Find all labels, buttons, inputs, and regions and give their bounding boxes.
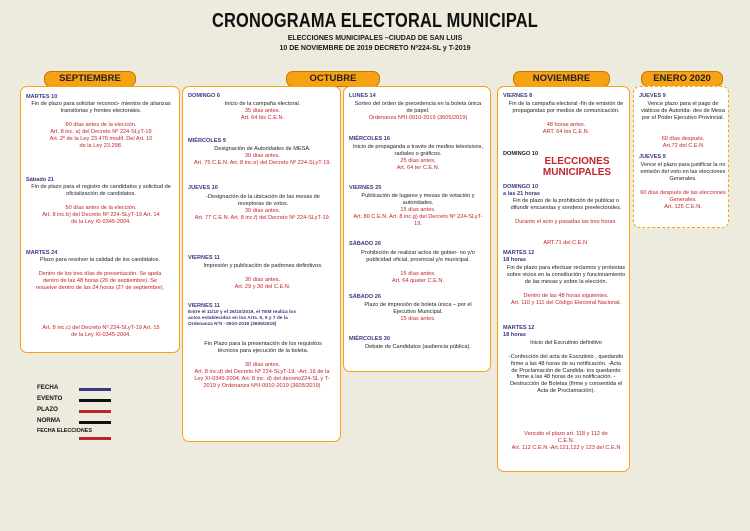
event-text: Fin de la campaña electoral -fin de emisión de propagandas por medios de comunicación. [508, 101, 624, 114]
event-text: Publicación de lugares y mesas de votación y autoridades. [361, 193, 475, 206]
event-date: MARTES 10 [26, 94, 58, 100]
event-norma: Art. 29 y 30 del C.E.N. [234, 284, 291, 290]
event-norma: Art. 75 C.E.N. Art. 8 inc.e) del Decreto Nº 224-SLyT-19. [193, 160, 332, 166]
event-date: JUEVES 9 [639, 154, 666, 160]
event-text: Fin Plazo para la presentación de los requisitos técnicos para ejecución de la boleta. [204, 341, 322, 354]
event-text: Plazo de impresión de boleta única – por el Ejecutivo Municipal. [364, 302, 472, 315]
event-date: MARTES 24 [26, 250, 58, 256]
event-plazo: 50 días antes de la elección. [65, 205, 137, 211]
event-plazo: 30 días antes. [244, 208, 281, 214]
event-plazo: 60 días antes de la elección. [65, 122, 137, 128]
event-text: Fin de plazo para solicitar reconoci- mientos de alianzas transitorias y frentes electorales. [31, 101, 171, 114]
legend-swatch [79, 399, 111, 402]
event-text: Vence plazo para el pago de viáticos de Autorida- des de Mesa por el Poder Ejecutivo Provincial. [641, 101, 725, 121]
event-plazo: Vencido el plazo art. 118 y 112 de C.E.N. [524, 431, 608, 444]
event-norma: Art. 125 C.E.N. [664, 204, 702, 210]
event-norma: ART. 64 bis C.E.N. [542, 129, 590, 135]
legend-label: FECHA [37, 384, 59, 391]
legend-label: NORMA [37, 417, 61, 424]
event-plazo: Dentro de las 48 horas siguientes. [523, 293, 609, 299]
event-date: MARTES 12 [503, 250, 535, 256]
event-date: DOMINGO 10 [503, 151, 539, 157]
event-plazo: 15 días antes. [400, 316, 436, 322]
legend-plazo [37, 406, 117, 417]
event-text: Inicio de propaganda a través de medios televisivos, radiales o gráficos. [353, 144, 483, 157]
event-norma: Art. 110 y 111 del Código Electoral Nacional. [510, 300, 622, 306]
event-date: MIÉRCOLES 9 [188, 138, 226, 144]
event-date: VIERNES 8 [503, 93, 533, 99]
event-date: SÁBADO 26 [349, 241, 382, 247]
event-plazo: 15 días antes. [400, 207, 436, 213]
event-norma: ART.71 del C.E.N. [543, 240, 589, 246]
legend-label: FECHA ELECCIONES [37, 428, 92, 434]
event-norma: Art. 112 C.E.N -Art.121,122 y 123 del C.E.N [511, 445, 621, 451]
event-text: Designación de Autoridades de MESA. [214, 146, 311, 152]
event-plazo: 15 días antes. [400, 271, 436, 277]
event-plazo: 30 días antes. [244, 362, 281, 368]
event-date: DOMINGO 10 [503, 184, 539, 190]
legend-fecha-elecciones [37, 428, 127, 439]
column-header-octubre: OCTUBRE [286, 71, 380, 87]
panel-octubre-2 [343, 86, 491, 372]
event-norma: Art. 8 inc.d) del Decreto Nº 224-SLyT-19. -Art. 16 de la Ley XI-0345-2004. Art. 8 inc. d) del decreto224-SL y T-2019 y Ordenanza NºII-0910-2019 (3605/2019) [194, 369, 330, 389]
event-plazo: 60 días después de las elecciones Generales. [640, 190, 726, 203]
event-text: Plazo para resolver la calidad de los candidatos. [39, 257, 161, 263]
event-text: Sorteo del orden de precedencia en la boleta única de papel. [354, 101, 482, 114]
page-subtitle-2: 10 DE NOVIEMBRE DE 2019 DECRETO Nº224-SL y T-2019 [279, 45, 471, 53]
election-day-label: ELECCIONES MUNICIPALES [542, 156, 612, 178]
event-note: Entre el 11/10 y el 26/10/2019, el TEM realiza los actos establecidos en los Arts. 5, 6 y 7 de la Ordenanza NºII - 0910-2019 (3605/2019) [188, 310, 296, 327]
column-header-enero: ENERO 2020 [641, 71, 723, 87]
event-date: VIERNES 11 [188, 255, 221, 261]
event-norma: Art. 8 inc.c) del Decreto Nº 224-SLyT-19 Art. 15 de la Ley XI-0345-2004. [42, 325, 160, 338]
event-norma: Ordenanza NºII-0910-2019 (3605/2019) [368, 115, 468, 121]
event-plazo: 60 días después. [661, 136, 705, 142]
event-date: Sábado 21 [26, 177, 54, 183]
event-plazo: 25 días antes. [400, 158, 436, 164]
event-date: VIERNES 11 [188, 303, 221, 309]
legend-label: EVENTO [37, 395, 63, 402]
column-header-noviembre: NOVIEMBRE [513, 71, 610, 87]
event-norma: Art.72 del C.E.N [662, 143, 704, 149]
event-time: 18 horas [503, 257, 527, 263]
event-norma: Art. 8 inc.b) del Decreto Nº 224-SLyT-19 Art. 14 de la Ley XI-0345-2004. [42, 212, 160, 225]
event-plazo: 30 días antes. [244, 153, 281, 159]
event-plazo: 35 días antes. [244, 108, 281, 114]
page-subtitle-1: ELECCIONES MUNICIPALES –CIUDAD DE SAN LUIS [287, 35, 463, 42]
event-text: -Confección del acta de Escrutinio , quedando firme a las 48 horas de su notificación. -Acta de Proclamación de Candida- tos quedando firme a las 48 horas de su notificación. - Destrucción de Boletas (firme y consentida el Acta de Proclamación). [508, 354, 624, 394]
event-norma: Art. 77 C.E.N. Art. 8 inc.f) del Decreto Nº 224-SLyT-19. [194, 215, 331, 221]
event-time: 18 horas [503, 332, 527, 338]
event-date: JUEVES 10 [188, 185, 218, 191]
event-text: Impresión y publicación de padrones definitivos. [203, 263, 323, 269]
event-text: Prohibición de realizar actos de gobier- no y/o publicidad oficial, provincial y/o municipal. [361, 250, 475, 263]
event-plazo: 30 días antes. [244, 277, 281, 283]
event-text: Inicio de la campaña electoral. [224, 101, 301, 107]
legend-swatch [79, 421, 111, 424]
legend-swatch [79, 410, 111, 413]
event-date: MARTES 12 [503, 325, 535, 331]
event-text: -Designación de la ubicación de las mesas de receptoras de votos. [206, 194, 320, 207]
event-norma: Art. 80 C.E.N. Art. 8 inc.g) del Decreto Nº 224-SLyT-19. [353, 214, 483, 227]
event-date: VIERNES 25 [349, 185, 382, 191]
event-plazo: Dentro de los tres días de presentación. Se apela dentro de las 48 horas (26 de septiembre). Se resuelve dentro de las 24 horas (27 de septiembre). [35, 271, 165, 291]
legend-swatch [79, 388, 111, 391]
event-text: Fin de plazo para efectuar reclamos y protestas sobre vicios en la constitución y funcionamiento de las mesas y sobre la elección. [506, 265, 626, 285]
event-date: LUNES 14 [349, 93, 376, 99]
legend-label: PLAZO [37, 406, 58, 413]
event-norma: Art. 8 inc. a) del Decreto Nº 224-SLyT-19 Art. 2º de la Ley 23.476 modif. Del Art. 10 de la Ley 23.298. [49, 129, 153, 149]
legend-norma [37, 417, 117, 428]
event-text: Fin de plazo de la prohibición de publicar o difundir encuestas y sondeos preelectorales. [510, 198, 622, 211]
header [0, 10, 750, 53]
legend-fecha [37, 384, 117, 395]
event-text: Fin de plazo para el registro de candidatos y solicitud de oficialización de candidatos. [31, 184, 171, 197]
event-date: MIÉRCOLES 16 [349, 136, 391, 142]
legend-evento [37, 395, 117, 406]
page-title: CRONOGRAMA ELECTORAL MUNICIPAL [212, 10, 538, 32]
event-norma: Art. 64 quater C.E.N. [392, 278, 444, 284]
event-text: Inicio del Escrutinio definitivo [530, 340, 602, 346]
event-time: a las 21 horas [503, 191, 541, 197]
event-text: Debate de Candidatos (audiencia pública). [365, 344, 471, 350]
event-date: MIÉRCOLES 30 [349, 336, 391, 342]
event-date: DOMINGO 6 [188, 93, 221, 99]
event-text: Vence el plazo para justificar la no emisión del voto en las elecciones Generales. [640, 162, 726, 182]
event-norma: Art. 64 bis C.E.N. [240, 115, 285, 121]
event-plazo: 48 horas antes. [546, 122, 586, 128]
event-date: SÁBADO 26 [349, 294, 382, 300]
legend-swatch [79, 437, 111, 440]
column-header-septiembre: SEPTIEMBRE [44, 71, 136, 87]
event-date: JUEVES 9 [639, 93, 666, 99]
event-plazo: Durante el acto y pasadas las tres horas. [515, 219, 617, 225]
event-norma: Art. 64 ter C.E.N. [396, 165, 440, 171]
